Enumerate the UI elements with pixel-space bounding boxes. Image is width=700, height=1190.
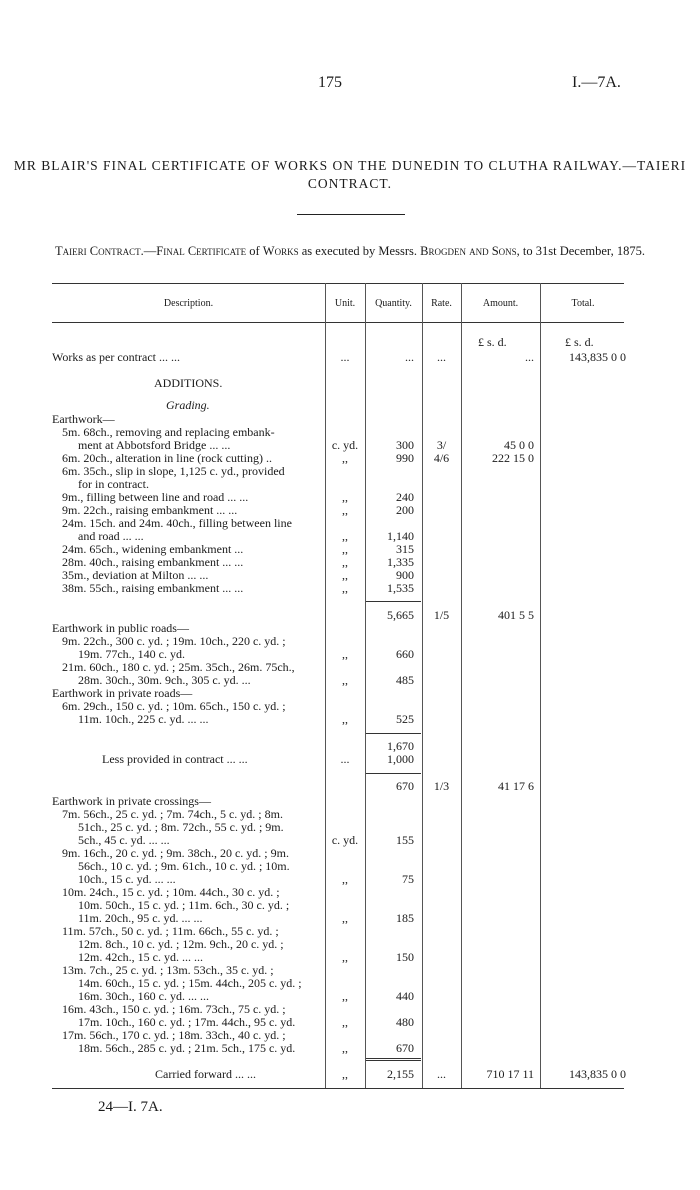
quantity-cell: 900	[396, 568, 414, 582]
subtotal-rule	[366, 1060, 421, 1061]
amount-cell: 710 17 11	[486, 1067, 534, 1081]
unit-cell: c. yd.	[331, 833, 359, 847]
description-cell: 11m. 10ch., 225 c. yd. ... ...	[78, 712, 209, 726]
page-reference: I.—7A.	[572, 74, 621, 91]
quantity-cell: 315	[396, 542, 414, 556]
description-cell: Earthwork in private crossings—	[52, 794, 211, 808]
unit-cell: ,,	[342, 568, 348, 582]
unit-cell: ,,	[342, 989, 348, 1003]
amount-cell: 222 15 0	[492, 451, 534, 465]
quantity-cell: 1,535	[387, 581, 414, 595]
quantity-cell: 670	[396, 1041, 414, 1055]
description-cell: 24m. 65ch., widening embankment ...	[62, 542, 244, 556]
quantity-cell: 670	[396, 779, 414, 793]
table-top-rule	[52, 283, 624, 284]
column-divider	[540, 283, 541, 1088]
description-cell: 17m. 10ch., 160 c. yd. ; 17m. 44ch., 95 c. yd.	[78, 1015, 296, 1029]
description-cell: 21m. 60ch., 180 c. yd. ; 25m. 35ch., 26m. 75ch.,	[62, 660, 295, 674]
quantity-cell: 155	[396, 833, 414, 847]
table-caption	[0, 243, 700, 260]
description-cell: 16m. 43ch., 150 c. yd. ; 16m. 73ch., 75 c. yd. ;	[62, 1002, 286, 1016]
description-cell: 38m. 55ch., raising embankment ... ...	[62, 581, 244, 595]
quantity-cell: 440	[396, 989, 414, 1003]
rate-cell: 3/	[436, 438, 447, 452]
description-cell: 14m. 60ch., 15 c. yd. ; 15m. 44ch., 205 c. yd. ;	[78, 976, 302, 990]
unit-cell: ,,	[342, 555, 348, 569]
column-header-amount: Amount.	[482, 298, 519, 309]
amount-cell: ...	[525, 350, 534, 364]
column-header-total: Total.	[571, 298, 595, 309]
quantity-cell: 1,140	[387, 529, 414, 543]
description-cell: Grading.	[166, 398, 210, 412]
unit-cell: ,,	[342, 872, 348, 886]
description-cell: 51ch., 25 c. yd. ; 8m. 72ch., 55 c. yd. ; 9m.	[78, 820, 284, 834]
unit-cell: ...	[340, 350, 350, 364]
unit-cell: ,,	[342, 712, 348, 726]
rate-cell: ...	[437, 1067, 446, 1081]
column-header-unit: Unit.	[334, 298, 356, 309]
description-cell: 12m. 8ch., 10 c. yd. ; 12m. 9ch., 20 c. yd. ;	[78, 937, 284, 951]
description-cell: Earthwork—	[52, 412, 115, 426]
description-cell: 11m. 57ch., 50 c. yd. ; 11m. 66ch., 55 c. yd. ;	[62, 924, 279, 938]
description-cell: 56ch., 10 c. yd. ; 9m. 61ch., 10 c. yd. ; 10m.	[78, 859, 290, 873]
subtotal-rule	[366, 601, 421, 602]
total-cell: 143,835 0 0	[569, 1067, 626, 1081]
description-cell: Less provided in contract ... ...	[102, 752, 248, 766]
amount-cell: 401 5 5	[498, 608, 534, 622]
quantity-cell: 240	[396, 490, 414, 504]
column-header-rate: Rate.	[431, 298, 452, 309]
description-cell: 28m. 30ch., 30m. 9ch., 305 c. yd. ...	[78, 673, 251, 687]
subtotal-rule	[366, 1058, 421, 1059]
amount-cell: 41 17 6	[498, 779, 534, 793]
description-cell: 6m. 29ch., 150 c. yd. ; 10m. 65ch., 150 c. yd. ;	[62, 699, 286, 713]
unit-cell: ,,	[342, 911, 348, 925]
description-cell: 28m. 40ch., raising embankment ... ...	[62, 555, 244, 569]
rate-cell: ...	[437, 350, 446, 364]
caption-executed: as executed by Messrs.	[298, 244, 421, 258]
description-cell: Carried forward ... ...	[155, 1067, 256, 1081]
description-cell: 35m., deviation at Milton ... ...	[62, 568, 209, 582]
quantity-cell: 1,335	[387, 555, 414, 569]
column-header-description: Description.	[163, 298, 214, 309]
description-cell: 9m. 16ch., 20 c. yd. ; 9m. 38ch., 20 c. yd. ; 9m.	[62, 846, 289, 860]
quantity-cell: 5,665	[387, 608, 414, 622]
quantity-cell: 485	[396, 673, 414, 687]
table-header-rule	[52, 322, 624, 323]
amount-cell: 45 0 0	[504, 438, 534, 452]
description-cell: 6m. 20ch., alteration in line (rock cutting) ..	[62, 451, 272, 465]
unit-cell: ,,	[342, 1015, 348, 1029]
description-cell: 9m. 22ch., raising embankment ... ...	[62, 503, 238, 517]
description-cell: 10ch., 15 c. yd. ... ...	[78, 872, 176, 886]
description-cell: Works as per contract ... ...	[52, 350, 180, 364]
unit-cell: ,,	[342, 490, 348, 504]
rate-cell: 1/3	[433, 779, 450, 793]
description-cell: 10m. 24ch., 15 c. yd. ; 10m. 44ch., 30 c. yd. ;	[62, 885, 280, 899]
unit-cell: ,,	[342, 673, 348, 687]
footer-reference: 24—I. 7A.	[98, 1099, 163, 1115]
unit-cell: ,,	[342, 529, 348, 543]
unit-cell: ,,	[342, 1067, 348, 1081]
description-cell: 5m. 68ch., removing and replacing embank-	[62, 425, 275, 439]
caption-of: of	[246, 244, 263, 258]
description-cell: for in contract.	[78, 477, 149, 491]
quantity-cell: 185	[396, 911, 414, 925]
description-cell: 18m. 56ch., 285 c. yd. ; 21m. 5ch., 175 c. yd.	[78, 1041, 296, 1055]
quantity-cell: 480	[396, 1015, 414, 1029]
amount-currency-units: £ s. d.	[478, 335, 507, 349]
description-cell: 24m. 15ch. and 24m. 40ch., filling between line	[62, 516, 292, 530]
quantity-cell: ...	[405, 350, 414, 364]
description-cell: 17m. 56ch., 170 c. yd. ; 18m. 33ch., 40 c. yd. ;	[62, 1028, 286, 1042]
rate-cell: 1/5	[433, 608, 450, 622]
column-divider	[461, 283, 462, 1088]
total-cell: 143,835 0 0	[569, 350, 626, 364]
quantity-cell: 1,670	[387, 739, 414, 753]
quantity-cell: 990	[396, 451, 414, 465]
caption-date: , to 31st December, 1875.	[516, 244, 645, 258]
description-cell: Earthwork in private roads—	[52, 686, 193, 700]
total-currency-units: £ s. d.	[565, 335, 594, 349]
subtotal-rule	[366, 773, 421, 774]
unit-cell: c. yd.	[331, 438, 359, 452]
title-divider	[297, 214, 405, 215]
unit-cell: ,,	[342, 950, 348, 964]
page-title: MR BLAIR'S FINAL CERTIFICATE OF WORKS ON THE DUNEDIN TO CLUTHA RAILWAY.—TAIERI CONTRACT.	[13, 158, 687, 191]
subtotal-rule	[366, 733, 421, 734]
description-cell: 16m. 30ch., 160 c. yd. ... ...	[78, 989, 209, 1003]
column-divider	[422, 283, 423, 1088]
unit-cell: ,,	[342, 581, 348, 595]
description-cell: ADDITIONS.	[154, 376, 223, 390]
unit-cell: ,,	[342, 542, 348, 556]
quantity-cell: 300	[396, 438, 414, 452]
quantity-cell: 660	[396, 647, 414, 661]
description-cell: ment at Abbotsford Bridge ... ...	[78, 438, 231, 452]
quantity-cell: 525	[396, 712, 414, 726]
description-cell: 10m. 50ch., 15 c. yd. ; 11m. 6ch., 30 c. yd. ;	[78, 898, 290, 912]
quantity-cell: 75	[402, 872, 414, 886]
unit-cell: ...	[340, 752, 350, 766]
quantity-cell: 1,000	[387, 752, 414, 766]
rate-cell: 4/6	[433, 451, 450, 465]
description-cell: 6m. 35ch., slip in slope, 1,125 c. yd., provided	[62, 464, 285, 478]
quantity-cell: 200	[396, 503, 414, 517]
description-cell: 9m., filling between line and road ... ...	[62, 490, 249, 504]
description-cell: 11m. 20ch., 95 c. yd. ... ...	[78, 911, 203, 925]
caption-contractor: Brogden and Sons	[420, 244, 517, 258]
description-cell: and road ... ...	[78, 529, 144, 543]
unit-cell: ,,	[342, 503, 348, 517]
unit-cell: ,,	[342, 451, 348, 465]
quantity-cell: 150	[396, 950, 414, 964]
unit-cell: ,,	[342, 1041, 348, 1055]
description-cell: 13m. 7ch., 25 c. yd. ; 13m. 53ch., 35 c. yd. ;	[62, 963, 274, 977]
column-header-quantity: Quantity.	[375, 298, 412, 309]
caption-contract: Taieri Contract.—Final Certificate	[55, 244, 247, 258]
caption-works: Works	[262, 244, 299, 258]
description-cell: 7m. 56ch., 25 c. yd. ; 7m. 74ch., 5 c. yd. ; 8m.	[62, 807, 283, 821]
description-cell: 12m. 42ch., 15 c. yd. ... ...	[78, 950, 203, 964]
page-number: 175	[318, 74, 342, 91]
description-cell: Earthwork in public roads—	[52, 621, 189, 635]
table-bottom-rule	[52, 1088, 624, 1089]
description-cell: 9m. 22ch., 300 c. yd. ; 19m. 10ch., 220 c. yd. ;	[62, 634, 286, 648]
description-cell: 19m. 77ch., 140 c. yd.	[78, 647, 185, 661]
unit-cell: ,,	[342, 647, 348, 661]
description-cell: 5ch., 45 c. yd. ... ...	[78, 833, 170, 847]
quantity-cell: 2,155	[387, 1067, 414, 1081]
